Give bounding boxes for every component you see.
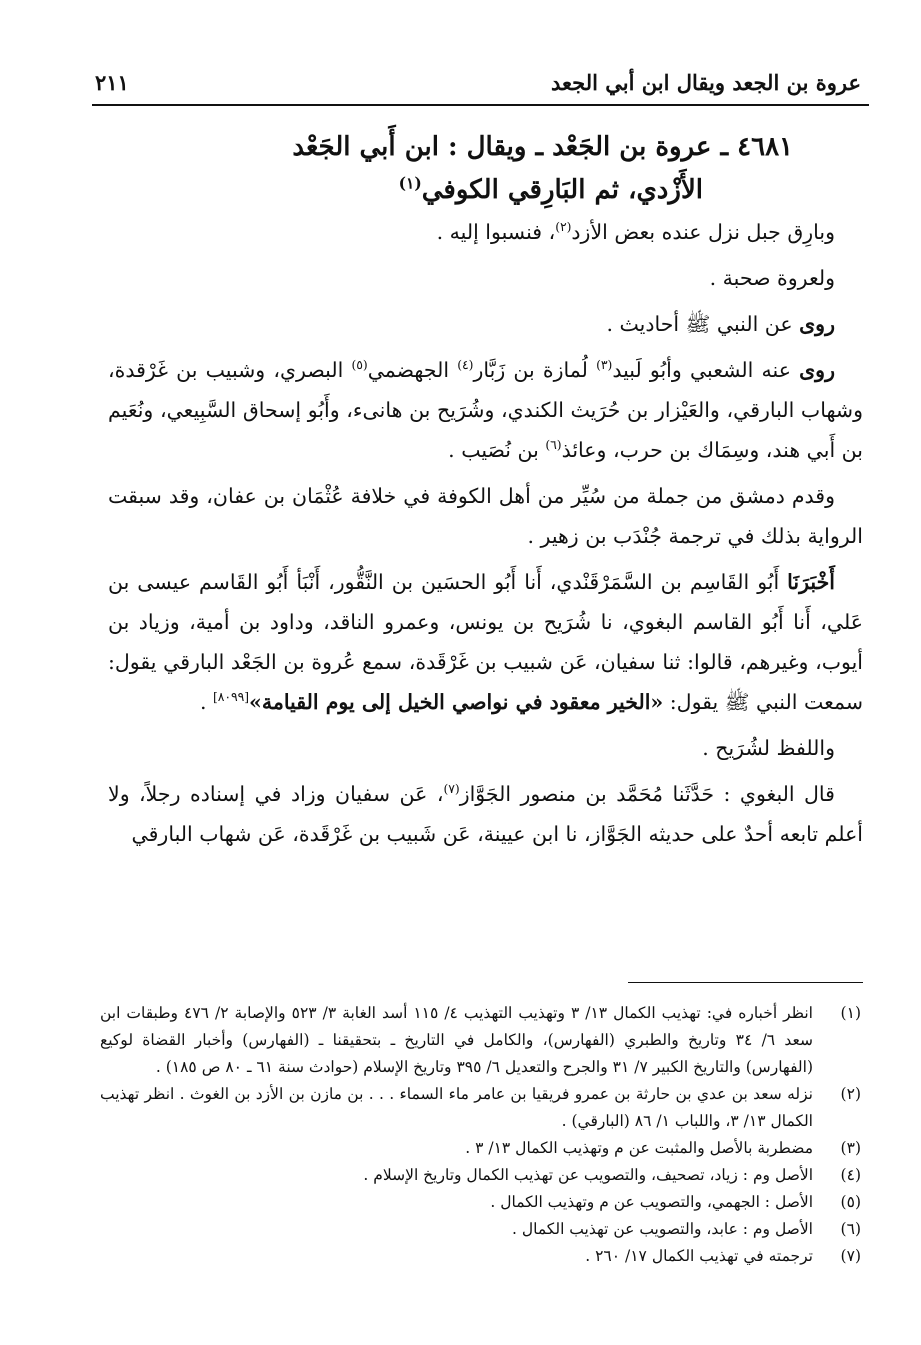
footnote-2 [100, 1081, 861, 1135]
entry-title [108, 126, 863, 212]
footnote-text: ترجمته في تهذيب الكمال ١٧/ ٢٦٠ . [585, 1247, 813, 1265]
p4-b: لُمازة بن زَبَّار [473, 358, 597, 382]
paragraph-narrated-from [108, 304, 863, 344]
footnote-ref-1: (١) [398, 173, 422, 193]
paragraph-bariq [108, 212, 863, 252]
entry-title-line2-text: الأَزْدي، ثم البَارِقي الكوفي [421, 175, 703, 205]
footnote-text: الأصل : الجهمي، والتصويب عن م وتهذيب الكمال . [490, 1193, 813, 1211]
footnote-ref-4: (٤) [457, 358, 474, 373]
entry-title-line2 [108, 169, 793, 212]
footnote-ref-7: (٧) [443, 782, 460, 797]
hadith-text: «الخير معقود في نواصي الخيل إلى يوم القيامة» [249, 690, 664, 714]
footnote-text: انظر أخباره في: تهذيب الكمال ١٣/ ٣ وتهذيب التهذيب ٤/ ١١٥ أسد الغابة ٣/ ٥٢٣ والإصابة ٢/ ٤٧٦ وطبقات ابن سعد ٦/ ٣٤ وتاريخ والطبري (الفهارس)، والكامل في التاريخ ـ بتحقيقنا ـ (الفهارس) وأخبار القضاة لوكيع (الفهارس) والتاريخ الكبير ٧/ ٣١ والجرح والتعديل ٦/ ٣٩٥ وتاريخ الإسلام (حوادث سنة ٦١ ـ ٨٠ ص ١٨٥) . [100, 1004, 813, 1076]
footnote-ref-3: (٣) [596, 358, 613, 373]
paragraph-companionship: ولعروة صحبة . [709, 266, 835, 290]
footnote-1 [100, 1000, 861, 1081]
footnote-ref-2: (٢) [555, 220, 572, 235]
p1-rest: ، فنسبوا إليه . [436, 220, 556, 244]
footnote-text: الأصل وم : عابد، والتصويب عن تهذيب الكمال . [511, 1220, 813, 1238]
paragraph-damascus: وقدم دمشق من جملة من سُيِّر من أهل الكوفة في خلافة عُثْمَان بن عفان، وقد سبقت الرواية بذلك في ترجمة جُنْدَب بن زهير . [108, 484, 863, 548]
p4-d: البصري، وشبيب بن غَرْقدة، وشهاب البارقي، والعَيْزار بن حُرَيث الكندي، وشُرَيح بن هانىء، وأَبُو إسحاق السَّبِيعي، ونُعَيم بن أَبي هند، وسِمَاك بن حرب، وعائذ [108, 358, 863, 462]
p1-text: وبارِق جبل نزل عنده بعض الأزد [571, 220, 835, 244]
footnote-number: (٢) [840, 1085, 861, 1103]
footnote-number: (٥) [840, 1193, 861, 1211]
hadith-number: [٨٠٩٩] [212, 690, 250, 705]
footnote-5 [100, 1189, 861, 1216]
footnote-7 [100, 1243, 861, 1270]
p4-a: عنه الشعبي وأبُو لَبيد [612, 358, 800, 382]
running-header [95, 62, 861, 102]
keyword-akhbarana: أَخْبَرَنَا [787, 570, 835, 594]
p6-a: أَبُو القَاسِم بن السَّمَرْقَنْدي، أَنا أَبُو الحسَين بن النَّقُّور، أَنْبَأ أَبُو القَاسم عيسى بن عَلي، أَنا أَبُو القاسم البغوي، نا شُرَيح بن يونس، وعمرو الناقد، وداود بن أمية، وزياد بن أيوب، وغيرهم، قالوا: ثنا سفيان، عَن شبيب بن غَرْقَدة، سمع عُروة بن الجَعْد البارقي يقول: سمعت النبي ﷺ يقول: [108, 570, 863, 714]
entry-title-line1: ٤٦٨١ ـ عروة بن الجَعْد ـ ويقال : ابن أَبي الجَعْد [292, 132, 793, 162]
main-text [108, 126, 863, 860]
footnote-ref-5: (٥) [351, 358, 368, 373]
keyword-rawa-2: روى [799, 358, 835, 382]
paragraph-baghawi [108, 774, 863, 854]
header-rule [92, 104, 869, 106]
footnote-4 [100, 1162, 861, 1189]
footnote-3 [100, 1135, 861, 1162]
p8-b: ، عَن سفيان وزاد في إسناده رجلاً، ولا أعلم تابعه أحدٌ على حديثه الجَوَّاز، نا ابن عيينة، عَن شَبيب بن غَرْقَدة، عَن شهاب البارقي [108, 782, 863, 846]
paragraph-isnad [108, 562, 863, 722]
p3-rest: عن النبي ﷺ أحاديث . [606, 312, 800, 336]
footnote-number: (٤) [840, 1166, 861, 1184]
footnotes [100, 1000, 861, 1270]
footnote-number: (٧) [840, 1247, 861, 1265]
footnote-ref-6: (٦) [545, 438, 562, 453]
footnote-number: (٦) [840, 1220, 861, 1238]
footnote-text: نزله سعد بن عدي بن حارثة بن عمرو فريقيا بن عامر ماء السماء . . . بن مازن بن الأزد بن الغوث . انظر تهذيب الكمال ١٣/ ٣، واللباب ١/ ٨٦ (البارقي) . [100, 1085, 813, 1130]
p4-e: بن نُصَيب . [448, 438, 546, 462]
page-number: ٢١١ [95, 69, 129, 95]
paragraph-wording: واللفظ لشُرَيح . [702, 736, 835, 760]
p8-a: قال البغوي : حَدَّثَنا مُحَمَّد بن منصور الجَوَّاز [459, 782, 835, 806]
footnote-text: مضطربة بالأصل والمثبت عن م وتهذيب الكمال ١٣/ ٣ . [465, 1139, 813, 1157]
p4-c: الجهضمي [367, 358, 458, 382]
footnote-number: (١) [840, 1004, 861, 1022]
footnote-rule [628, 982, 863, 983]
footnote-text: الأصل وم : زياد، تصحيف، والتصويب عن تهذيب الكمال وتاريخ الإسلام . [363, 1166, 813, 1184]
footnote-6 [100, 1216, 861, 1243]
paragraph-narrators [108, 350, 863, 470]
p6-end: . [199, 690, 213, 714]
footnote-number: (٣) [840, 1139, 861, 1157]
running-title: عروة بن الجعد ويقال ابن أبي الجعد [551, 69, 861, 95]
keyword-rawa: روى [799, 312, 835, 336]
